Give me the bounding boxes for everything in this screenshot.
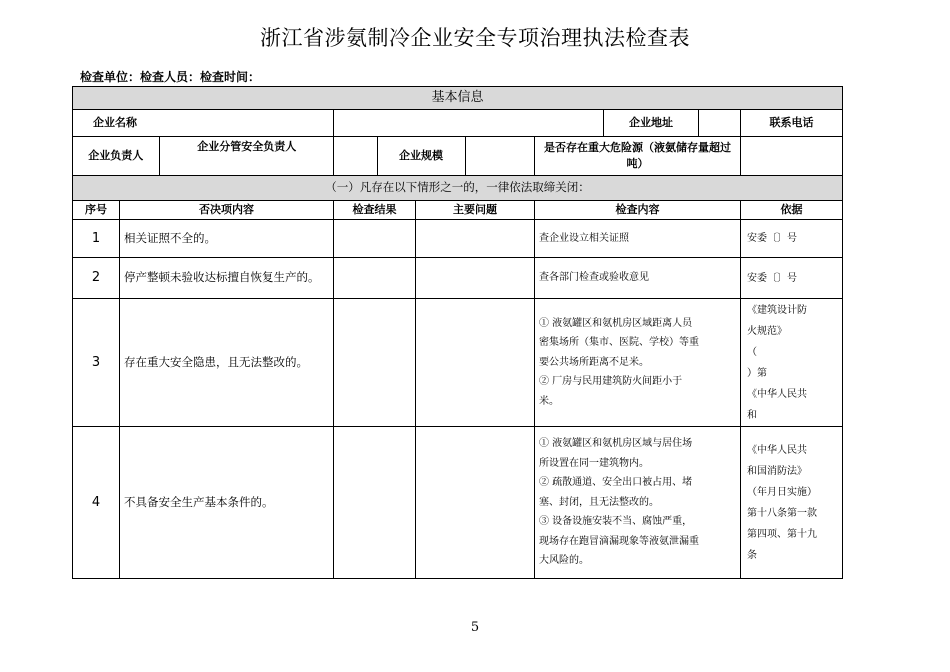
check-content-line: 现场存在跑冒滴漏现象等液氨泄漏重	[539, 535, 699, 547]
check-content-text: 查企业设立相关证照	[535, 220, 741, 258]
veto-item-text: 相关证照不全的。	[120, 220, 334, 258]
check-content-line: 密集场所（集市、医院、学校）等重	[539, 337, 699, 349]
check-content-line: ② 疏散通道、安全出口被占用、堵	[539, 477, 693, 489]
basis-text: 安委〔〕号	[741, 220, 843, 258]
row-number: 2	[73, 258, 120, 299]
principal-group	[73, 137, 334, 176]
basis-line: 和国消防法》	[747, 465, 807, 477]
company-name-label: 企业名称	[73, 110, 334, 137]
company-address-value[interactable]	[699, 110, 740, 136]
col-header-issue: 主要问题	[416, 201, 535, 220]
company-name-subtable	[334, 110, 740, 136]
phone-group	[741, 110, 843, 137]
basis-line: （	[747, 346, 757, 358]
scale-value[interactable]	[465, 137, 535, 175]
main-issue-cell[interactable]	[416, 427, 535, 579]
col-header-veto-item: 否决项内容	[120, 201, 334, 220]
basis-line: 火规范》	[747, 325, 787, 337]
veto-item-text: 停产整顿未验收达标擅自恢复生产的。	[120, 258, 334, 299]
company-name-value[interactable]	[334, 110, 603, 136]
basis-line: ）第	[747, 367, 767, 379]
company-address-label: 企业地址	[603, 110, 699, 136]
basic-info-header: 基本信息	[73, 87, 843, 110]
main-issue-cell[interactable]	[416, 299, 535, 427]
principal-label: 企业负责人	[73, 137, 159, 175]
scale-group	[334, 137, 535, 176]
basis-list	[741, 427, 843, 579]
basis-line: 《中华人民共	[747, 388, 807, 400]
check-content-list	[535, 427, 741, 579]
basis-line: 《中华人民共	[747, 444, 807, 456]
basis-list	[741, 299, 843, 427]
page-title: 浙江省涉氨制冷企业安全专项治理执法检查表	[260, 26, 690, 50]
page-number: 5	[470, 620, 480, 635]
row-number: 4	[73, 427, 120, 579]
basis-line: 和	[747, 409, 757, 421]
phone-label: 联系电话	[769, 115, 814, 129]
section-one-title: （一）凡存在以下情形之一的，一律依法取缔关闭：	[73, 176, 843, 201]
basis-line: 第十八条第一款	[747, 507, 817, 519]
safety-principal-value[interactable]	[334, 137, 377, 175]
inspection-table	[72, 86, 843, 579]
basis-line: 《建筑设计防	[747, 304, 807, 316]
veto-item-text: 不具备安全生产基本条件的。	[120, 427, 334, 579]
row-number: 1	[73, 220, 120, 258]
principal-subtable	[73, 137, 334, 175]
check-result-cell[interactable]	[334, 258, 416, 299]
major-hazard-value[interactable]	[741, 137, 843, 176]
main-issue-cell[interactable]	[416, 258, 535, 299]
scale-label: 企业规模	[377, 137, 465, 175]
basis-line: 第四项、第十九	[747, 528, 817, 540]
check-content-line: ① 液氨罐区和氨机房区域距离人员	[539, 317, 693, 329]
check-content-text: 查各部门检查或验收意见	[535, 258, 741, 299]
check-result-cell[interactable]	[334, 220, 416, 258]
col-header-no: 序号	[73, 201, 120, 220]
col-header-check-content: 检查内容	[535, 201, 741, 220]
col-header-basis: 依据	[741, 201, 843, 220]
check-content-line: ② 厂房与民用建筑防火间距小于	[539, 376, 683, 388]
check-content-line: 塞、封闭，且无法整改的。	[539, 496, 659, 508]
check-result-cell[interactable]	[334, 299, 416, 427]
scale-subtable	[334, 137, 535, 175]
check-content-line: 所设置在同一建筑物内。	[539, 457, 649, 469]
main-issue-cell[interactable]	[416, 220, 535, 258]
major-hazard-label: 是否存在重大危险源（液氨储存量超过吨）	[535, 137, 741, 176]
row-number: 3	[73, 299, 120, 427]
check-content-line: ③ 设备设施安装不当、腐蚀严重，	[539, 516, 693, 528]
check-content-line: ① 液氨罐区和氨机房区域与居住场	[539, 438, 693, 450]
inspection-meta-line: 检查单位：检查人员：检查时间：	[80, 70, 261, 84]
check-content-line: 要公共场所距离不足米。	[539, 356, 649, 368]
check-result-cell[interactable]	[334, 427, 416, 579]
col-header-result: 检查结果	[334, 201, 416, 220]
phone-subtable	[741, 110, 842, 136]
check-content-list	[535, 299, 741, 427]
veto-item-text: 存在重大安全隐患，且无法整改的。	[120, 299, 334, 427]
basis-line: 条	[747, 549, 757, 561]
basis-text: 安委〔〕号	[741, 258, 843, 299]
basis-line: （年月日实施）	[747, 486, 817, 498]
safety-principal-label: 企业分管安全负责人	[197, 140, 297, 153]
company-name-value-group	[334, 110, 741, 137]
check-content-line: 米。	[539, 395, 559, 407]
check-content-line: 大风险的。	[539, 555, 589, 567]
